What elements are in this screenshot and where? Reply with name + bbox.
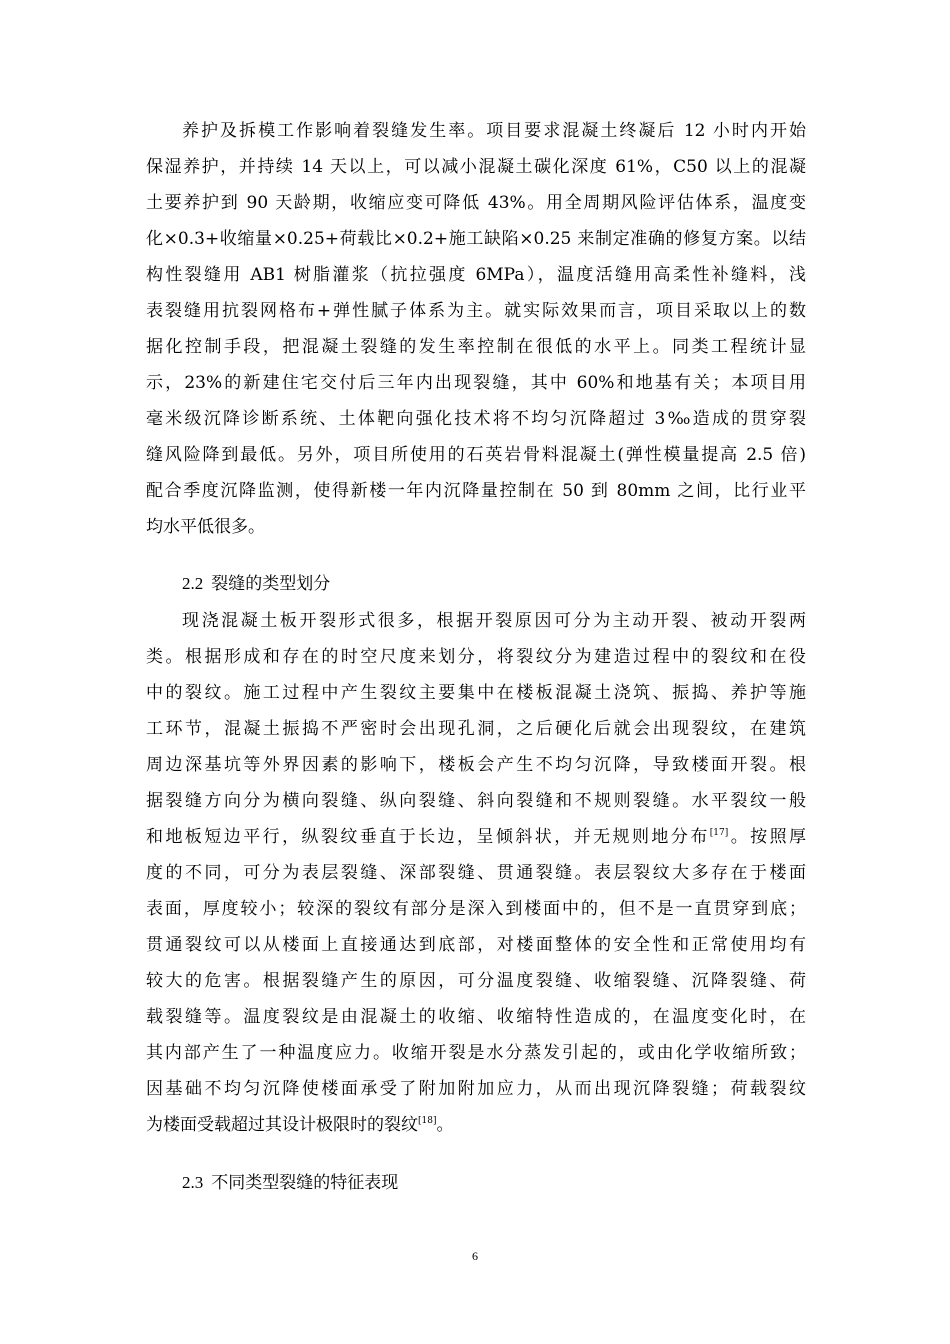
paragraph-text: 为楼面受载超过其设计极限时的裂纹 <box>146 1115 418 1135</box>
paragraph-line: 保湿养护，并持续 14 天以上，可以减小混凝土碳化深度 61%，C50 以上的混凝 <box>146 157 806 177</box>
paragraph-line: 养护及拆模工作影响着裂缝发生率。项目要求混凝土终凝后 12 小时内开始 <box>182 121 806 141</box>
paragraph-line: 载裂缝等。温度裂纹是由混凝土的收缩、收缩特性造成的，在温度变化时，在 <box>146 1007 806 1027</box>
paragraph-line: 毫米级沉降诊断系统、土体靶向强化技术将不均匀沉降超过 3‰造成的贯穿裂 <box>146 409 806 429</box>
paragraph-line: 配合季度沉降监测，使得新楼一年内沉降量控制在 50 到 80mm 之间，比行业平 <box>146 481 806 501</box>
paragraph-line <box>146 1114 806 1136</box>
paragraph-line: 贯通裂纹可以从楼面上直接通达到底部，对楼面整体的安全性和正常使用均有 <box>146 935 806 955</box>
paragraph-line: 类。根据形成和存在的时空尺度来划分，将裂纹分为建造过程中的裂纹和在役 <box>146 647 806 667</box>
paragraph-line: 构性裂缝用 AB1 树脂灌浆（抗拉强度 6MPa），温度活缝用高柔性补缝料，浅 <box>146 265 806 285</box>
paragraph-line <box>146 826 806 848</box>
paragraph-line: 示，23%的新建住宅交付后三年内出现裂缝，其中 60%和地基有关；本项目用 <box>146 373 806 393</box>
paragraph-text: 。按照厚 <box>728 827 807 847</box>
paragraph-line: 土要养护到 90 天龄期，收缩应变可降低 43%。用全周期风险评估体系，温度变 <box>146 193 806 213</box>
paragraph-line: 度的不同，可分为表层裂缝、深部裂缝、贯通裂缝。表层裂纹大多存在于楼面 <box>146 863 806 883</box>
paragraph-line: 据化控制手段，把混凝土裂缝的发生率控制在很低的水平上。同类工程统计显 <box>146 337 806 357</box>
paragraph-line: 化×0.3+收缩量×0.25+荷载比×0.2+施工缺陷×0.25 来制定准确的修复方案。以结 <box>146 229 806 249</box>
section-number: 2.3 <box>182 1173 204 1192</box>
paragraph-line: 均水平低很多。 <box>146 517 265 537</box>
paragraph-line: 其内部产生了一种温度应力。收缩开裂是水分蒸发引起的，或由化学收缩所致； <box>146 1043 806 1063</box>
paragraph-line: 较大的危害。根据裂缝产生的原因，可分温度裂缝、收缩裂缝、沉降裂缝、荷 <box>146 971 806 991</box>
citation-17: [17] <box>709 828 729 838</box>
paragraph-line: 表面，厚度较小；较深的裂纹有部分是深入到楼面中的，但不是一直贯穿到底； <box>146 899 806 919</box>
paragraph-line: 现浇混凝土板开裂形式很多，根据开裂原因可分为主动开裂、被动开裂两 <box>182 611 806 631</box>
paragraph-line: 缝风险降到最低。另外，项目所使用的石英岩骨料混凝土(弹性模量提高 2.5 倍) <box>146 445 806 465</box>
page-number: 6 <box>472 1249 478 1263</box>
paragraph-text: 和地板短边平行，纵裂纹垂直于长边，呈倾斜状，并无规则地分布 <box>146 827 710 847</box>
paragraph-line: 表裂缝用抗裂网格布+弹性腻子体系为主。就实际效果而言，项目采取以上的数 <box>146 301 806 321</box>
section-heading-2-2 <box>182 573 330 595</box>
paragraph-line: 工环节，混凝土振捣不严密时会出现孔洞，之后硬化后就会出现裂纹，在建筑 <box>146 719 806 739</box>
paragraph-text: 。 <box>436 1115 454 1135</box>
section-title: 裂缝的类型划分 <box>211 574 331 594</box>
section-heading-2-3 <box>182 1172 398 1194</box>
paragraph-line: 中的裂纹。施工过程中产生裂纹主要集中在楼板混凝土浇筑、振捣、养护等施 <box>146 683 806 703</box>
paragraph-line: 周边深基坑等外界因素的影响下，楼板会产生不均匀沉降，导致楼面开裂。根 <box>146 755 806 775</box>
paragraph-line: 因基础不均匀沉降使楼面承受了附加附加应力，从而出现沉降裂缝；荷载裂纹 <box>146 1079 806 1099</box>
paragraph-line: 据裂缝方向分为横向裂缝、纵向裂缝、斜向裂缝和不规则裂缝。水平裂纹一般 <box>146 791 806 811</box>
citation-18: [18] <box>418 1116 437 1126</box>
section-number: 2.2 <box>182 574 204 593</box>
section-title: 不同类型裂缝的特征表现 <box>211 1173 399 1193</box>
